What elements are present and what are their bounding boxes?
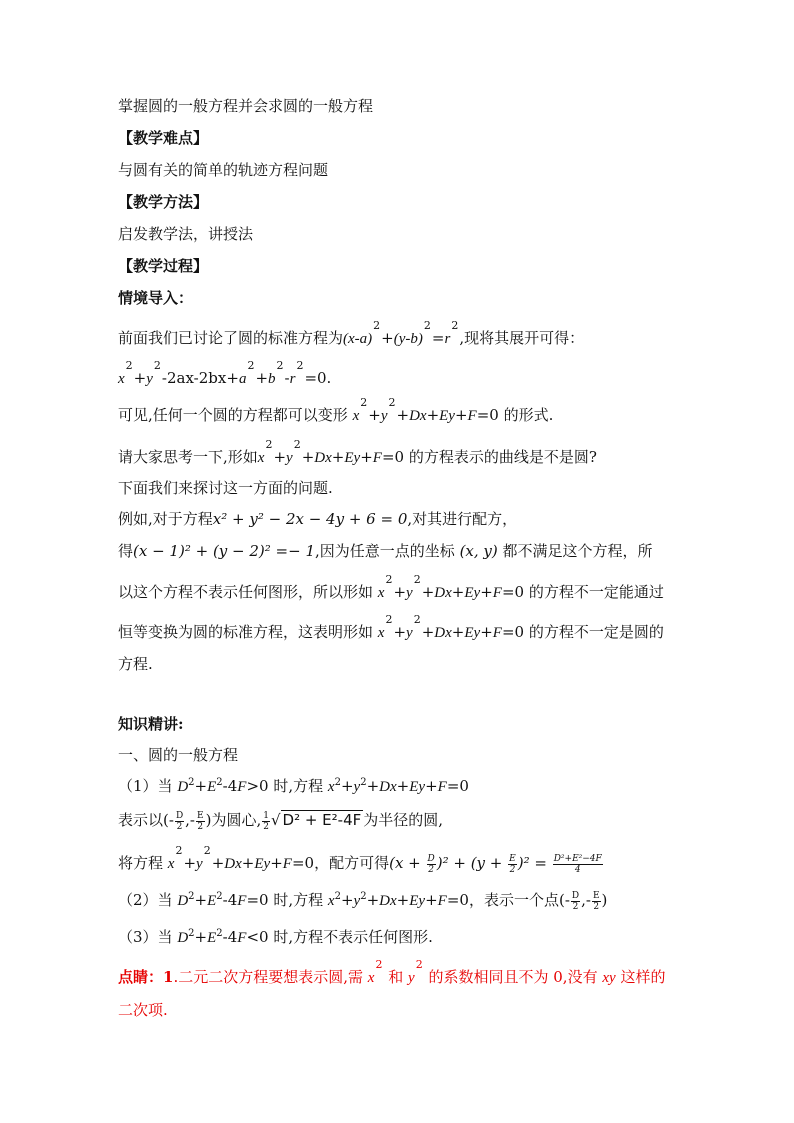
intro-paragraph-3: 可见,任何一个圆的方程都可以变形 $x^2+y^2+Dx+Ey+F=0$ 的形式. bbox=[118, 396, 554, 424]
heading-intro: 情境导入： bbox=[118, 289, 194, 307]
heading-knowledge: 知识精讲: bbox=[118, 715, 184, 733]
case-2-line: （2）当 $D^2+E^2-4F=0$ 时,方程 $x^2+y^2+Dx+Ey+F=0$，表示一个点(- $\frac{D}{2}$ ,- $\frac{E}{2}$ ) bbox=[118, 890, 608, 912]
center-radius-line: 表示以(- $\frac{D}{2}$ ,- $\frac{E}{2}$ )为圆心, $\frac{1}{2}$ √ D² + E²-4F 为半径的圆, bbox=[118, 810, 444, 832]
section-general-equation: 一、圆的一般方程 bbox=[118, 746, 239, 764]
difficulty-line: 与圆有关的简单的轨迹方程问题 bbox=[118, 161, 329, 179]
example-line: 例如,对于方程x² + y² − 2x − 4y + 6 = 0,对其进行配方， bbox=[118, 510, 518, 528]
case-3-line: （3）当 $D^2+E^2-4F<0$ 时,方程不表示任何图形. bbox=[118, 928, 433, 946]
intro-paragraph-1: 前面我们已讨论了圆的标准方程为$(x-a)^2+(y-b)^2=r^2$,现将其展开可得： bbox=[118, 319, 585, 347]
intro-paragraph-5: 下面我们来探讨这一方面的问题. bbox=[118, 479, 333, 497]
conclusion-line-1: 以这个方程不表示任何图形，所以形如 $x^2+y^2+Dx+Ey+F=0$ 的方程不一定能通过 bbox=[118, 573, 664, 601]
rewrite-line: 将方程 $x^2+y^2+Dx+Ey+F=0$，配方可得(x + $\frac{D}{2}$ )² + (y + $\frac{E}{2}$ )² = $\frac{\text{D²+E²−4F}}{4}$ bbox=[118, 844, 602, 875]
heading-method: 【教学方法】 bbox=[118, 193, 209, 211]
conclusion-line-2: 恒等变换为圆的标准方程，这表明形如 $x^2+y^2+Dx+Ey+F=0$ 的方程不一定是圆的 bbox=[118, 613, 664, 641]
case-1-line: （1）当 $D^2+E^2-4F>0$ 时,方程 $x^2+y^2+Dx+Ey+F=0$ bbox=[118, 777, 469, 795]
conclusion-line-3: 方程. bbox=[118, 655, 153, 673]
expanded-equation: $x^2+y^2-2ax-2bx+a^2+b^2-r^2=0$. bbox=[118, 359, 332, 387]
method-line: 启发教学法，讲授法 bbox=[118, 225, 254, 243]
objective-line: 掌握圆的一般方程并会求圆的一般方程 bbox=[118, 97, 374, 115]
completed-square-line: 得(x − 1)² + (y − 2)² =− 1,因为任意一点的坐标 (x, y) 都不满足这个方程，所 bbox=[118, 542, 653, 560]
heading-difficulty: 【教学难点】 bbox=[118, 129, 209, 147]
heading-process: 【教学过程】 bbox=[118, 257, 209, 275]
note-line-1: 点睛：1.二元二次方程要想表示圆,需 $x^2$ 和 $y^2$ 的系数相同且不为 0,没有 xy 这样的 bbox=[118, 958, 666, 986]
intro-paragraph-4: 请大家思考一下,形如$x^2+y^2+Dx+Ey+F=0$ 的方程表示的曲线是不是圆? bbox=[118, 438, 597, 466]
note-line-2: 二次项. bbox=[118, 1001, 168, 1019]
